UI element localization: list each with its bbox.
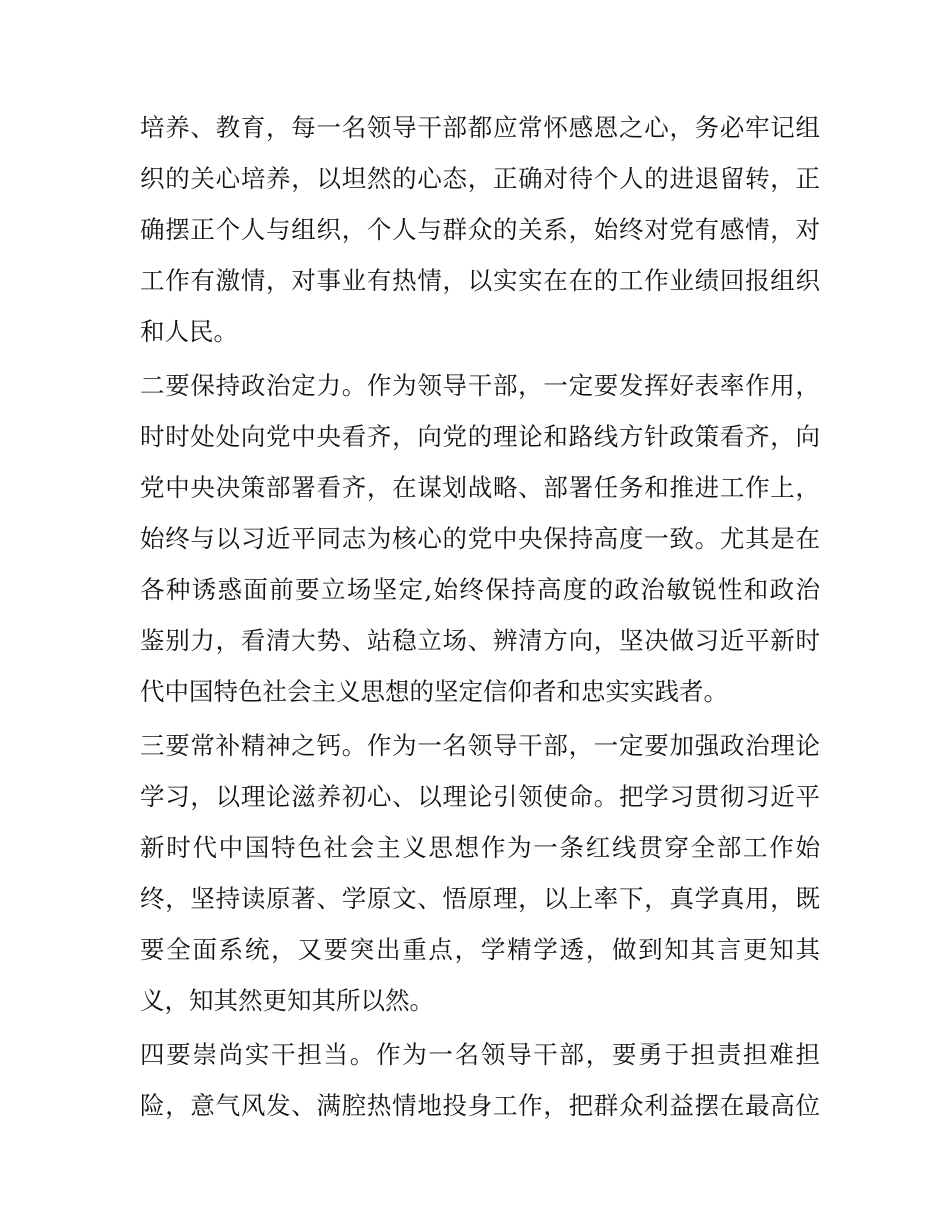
text-line: 要全面系统，又要突出重点，学精学透，做到知其言更知其 bbox=[140, 935, 820, 964]
text-line: 险，意气风发、满腔热情地投身工作，把群众利益摆在最高位 bbox=[140, 1091, 820, 1120]
text-line: 二要保持政治定力。作为领导干部，一定要发挥好表率作用， bbox=[140, 371, 820, 400]
paragraph-practical-work bbox=[140, 1029, 820, 1131]
text-line: 和人民。 bbox=[140, 317, 238, 346]
text-line: 新时代中国特色社会主义思想作为一条红线贯穿全部工作始 bbox=[140, 833, 820, 862]
text-line: 党中央决策部署看齐，在谋划战略、部署任务和推进工作上， bbox=[140, 473, 820, 502]
paragraph-political-stability bbox=[140, 360, 820, 717]
text-line: 鉴别力，看清大势、站稳立场、辨清方向，坚决做习近平新时 bbox=[140, 626, 820, 655]
paragraph-spiritual-calcium bbox=[140, 720, 820, 1026]
document-body bbox=[140, 102, 820, 1131]
text-line: 时时处处向党中央看齐，向党的理论和路线方针政策看齐，向 bbox=[140, 422, 820, 451]
text-line: 各种诱惑面前要立场坚定,始终保持高度的政治敏锐性和政治 bbox=[140, 575, 820, 604]
text-line: 确摆正个人与组织，个人与群众的关系，始终对党有感情，对 bbox=[140, 215, 820, 244]
paragraph-gratitude bbox=[140, 102, 820, 357]
text-line: 工作有激情，对事业有热情，以实实在在的工作业绩回报组织 bbox=[140, 266, 820, 295]
text-line: 培养、教育，每一名领导干部都应常怀感恩之心，务必牢记组 bbox=[140, 113, 820, 142]
text-line: 织的关心培养，以坦然的心态，正确对待个人的进退留转，正 bbox=[140, 164, 820, 193]
text-line: 三要常补精神之钙。作为一名领导干部，一定要加强政治理论 bbox=[140, 731, 820, 760]
text-line: 始终与以习近平同志为核心的党中央保持高度一致。尤其是在 bbox=[140, 524, 820, 553]
text-line: 代中国特色社会主义思想的坚定信仰者和忠实实践者。 bbox=[140, 677, 728, 706]
text-line: 义，知其然更知其所以然。 bbox=[140, 986, 434, 1015]
text-line: 终，坚持读原著、学原文、悟原理，以上率下，真学真用，既 bbox=[140, 884, 820, 913]
text-line: 四要崇尚实干担当。作为一名领导干部，要勇于担责担难担 bbox=[140, 1040, 820, 1069]
text-line: 学习，以理论滋养初心、以理论引领使命。把学习贯彻习近平 bbox=[140, 782, 820, 811]
